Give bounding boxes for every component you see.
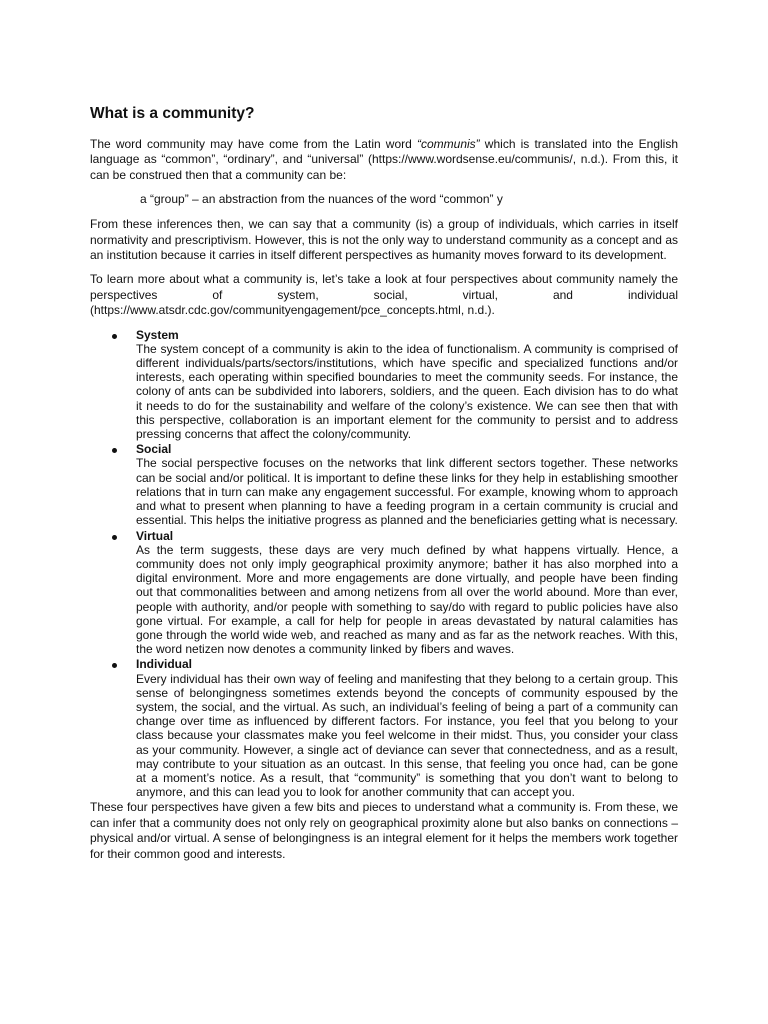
list-item-virtual (90, 529, 678, 657)
perspectives-list (90, 328, 678, 800)
bullet-icon (112, 535, 117, 540)
latin-word: “communis” (416, 137, 480, 151)
bullet-icon (112, 448, 117, 453)
page-title: What is a community? (90, 105, 255, 122)
list-item-social (90, 442, 678, 527)
perspective-heading: System (136, 327, 179, 342)
perspective-heading: Individual (136, 657, 193, 672)
intro-text-after: which is translated into the English language as “common”, “ordinary”, and “universal” (https://www.wordsense.eu/communis/, n.d.). From this, it can be construed then that a community can be: (90, 137, 679, 182)
list-item-individual (90, 657, 678, 799)
bullet-icon (112, 334, 117, 339)
perspective-heading: Virtual (136, 528, 174, 543)
definition-line: a “group” – an abstraction from the nuances of the word “common” y (140, 192, 503, 207)
inference-paragraph: From these inferences then, we can say that a community (is) a group of individuals, which carries in itself normativity and prescriptivism. However, this is not the only way to understand community as a concept and as an institution because it carries in itself different perspectives as humanity moves forward to its development. (90, 217, 678, 263)
intro-text-before: The word community may have come from the Latin word (90, 137, 417, 151)
intro-paragraph (90, 137, 678, 183)
bullet-icon (112, 663, 117, 668)
perspectives-intro-paragraph: To learn more about what a community is, let’s take a look at four perspectives about community namely the perspectives of system, social, virtual, and individual (https://www.atsdr.cdc.gov/communityengagement/pce_concepts.html, n.d.). (90, 272, 678, 318)
perspective-body: Every individual has their own way of feeling and manifesting that they belong to a certain group. This sense of belongingness sometimes extends beyond the concepts of community espoused by the system, the social, and the virtual. As such, an individual’s feeling of being a part of a community can change over time as influenced by different factors. For instance, you feel that you belong to your class because your classmates make you feel welcome in their midst. Thus, you consider your class as your community. However, a single act of deviance can sever that connectedness, and as a result, may contribute to your situation as an outcast. In this sense, that feeling you once had, can be gone at a moment’s notice. As a result, that “community” is something that you don’t want to belong to anymore, and this can lead you to look for another community that can accept you. (136, 671, 678, 800)
closing-paragraph: These four perspectives have given a few bits and pieces to understand what a community is. From these, we can infer that a community does not only rely on geographical proximity alone but also banks on connections – physical and/or virtual. A sense of belongingness is an integral element for it helps the members work together for their common good and interests. (90, 800, 678, 861)
document-page (90, 104, 678, 862)
list-item-system (90, 328, 678, 442)
perspective-body: The social perspective focuses on the networks that link different sectors together. These networks can be social and/or political. It is important to define these links for they help in establishing smoother relations that in turn can make any engagement successful. For example, knowing whom to approach and what to present when planning to have a feeding program in a certain community is crucial and essential. This helps the initiative progress as planned and the beneficiaries getting what is necessary. (136, 456, 678, 528)
perspective-heading: Social (136, 442, 172, 457)
perspective-body: As the term suggests, these days are very much defined by what happens virtually. Hence, a community does not only imply geographical proximity anymore; bather it has also morphed into a digital environment. More and more engagements are done virtually, and people have been finding out that commonalities between and among netizens from all over the world abound. More than ever, people with authority, and/or people with something to say/do with regard to public policies have also gone virtual. For example, a call for help for people in areas devastated by natural calamities has gone through the world wide web, and reached as many and as far as the network reaches. With this, the word netizen now denotes a community linked by fibers and waves. (136, 542, 678, 657)
perspective-body: The system concept of a community is akin to the idea of functionalism. A community is comprised of different individuals/parts/sectors/institutions, which have specific and specialized functions and/or interests, each operating within specified boundaries to meet the community seeds. For instance, the colony of ants can be subdivided into laborers, soldiers, and the queen. Each division has to do what it needs to do for the sustainability and welfare of the colony’s existence. We can see then that with this perspective, collaboration is an important element for the community to persist and to address pressing concerns that affect the colony/community. (136, 341, 678, 442)
